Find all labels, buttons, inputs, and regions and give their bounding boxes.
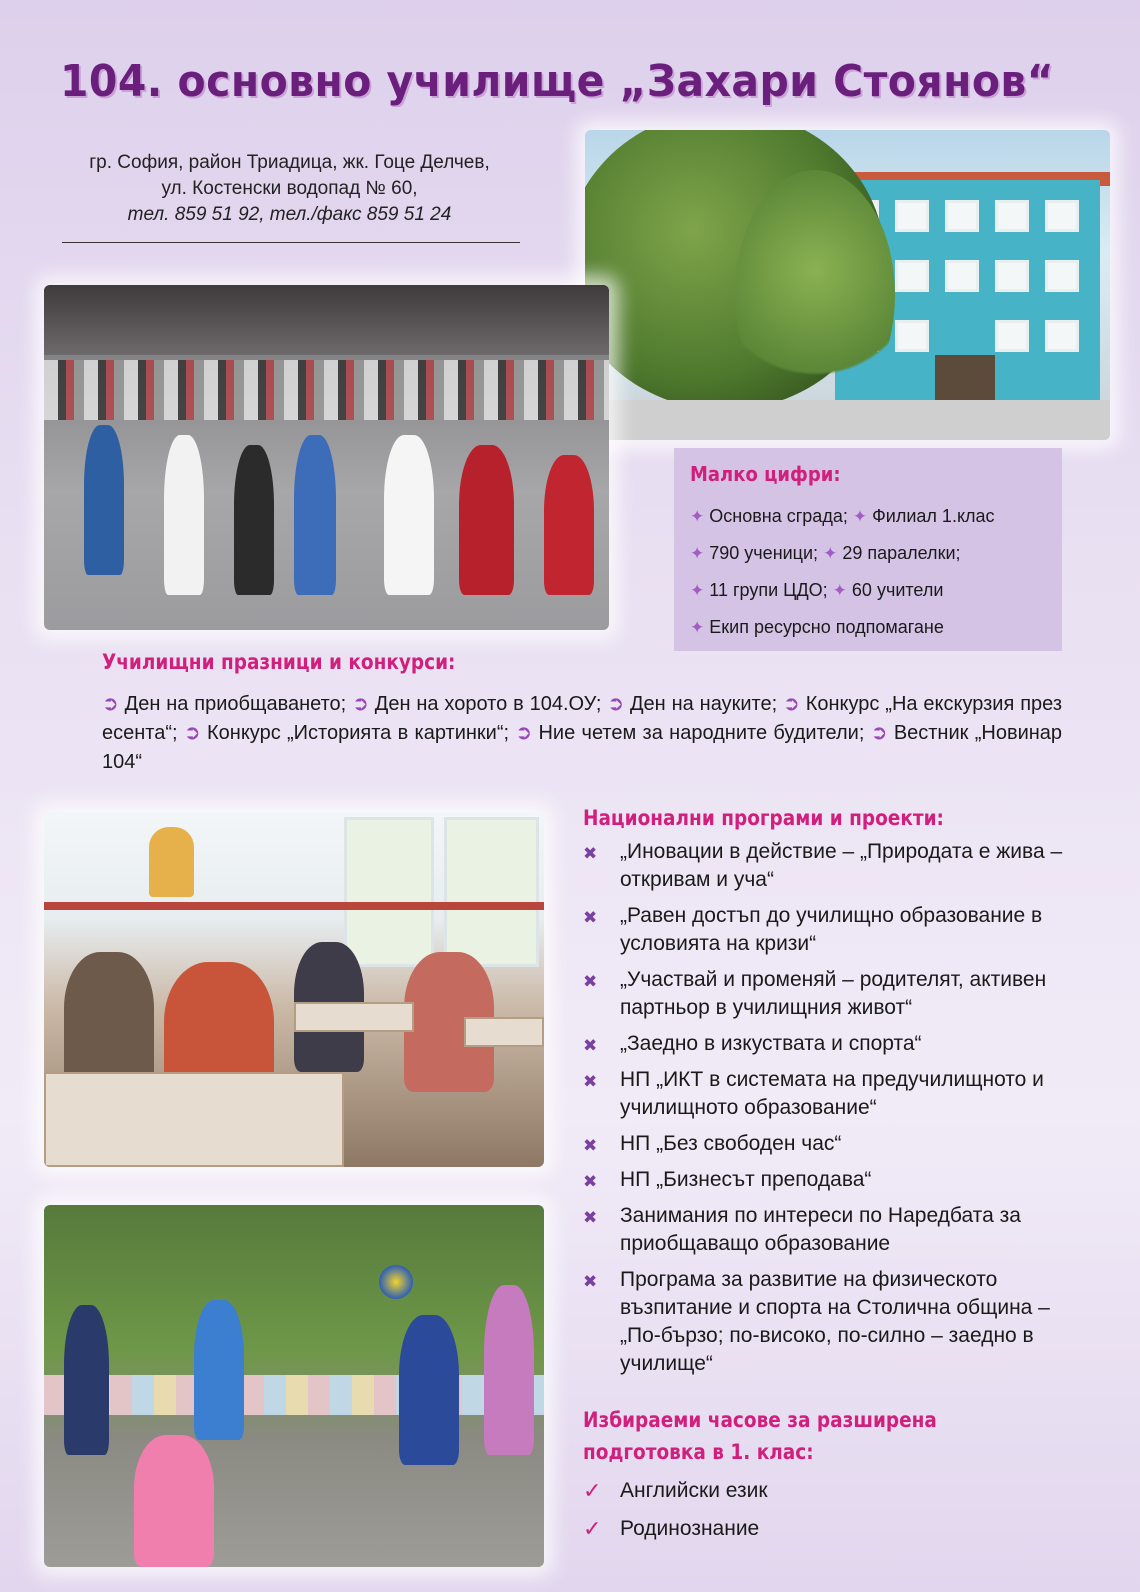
holiday-item: Ден на приобщаването;	[124, 693, 347, 715]
electives-heading-line: Избираеми часове за разширена	[583, 1408, 937, 1432]
list-item: ✖ НП „ИКТ в системата на предучилищното и училищното образование“	[583, 1068, 1044, 1119]
arrow-circle-icon: ➲	[102, 693, 119, 715]
address-line: гр. София, район Триадица, жк. Гоце Делчев,	[89, 152, 490, 173]
stat-item: 29 паралелки;	[842, 543, 961, 563]
stats-row	[690, 535, 1046, 572]
address-line: тел. 859 51 92, тел./факс 859 51 24	[127, 204, 452, 225]
arrow-circle-icon: ➲	[352, 693, 369, 715]
stat-item: Екип ресурсно подпомагане	[709, 617, 944, 637]
electives-list	[583, 1472, 768, 1548]
address-divider	[62, 242, 520, 243]
star-icon: ✦	[690, 581, 705, 600]
cross-icon: ✖	[583, 1172, 598, 1191]
classroom-photo	[44, 812, 544, 1167]
holiday-item: Вестник „Новинар 104“	[102, 722, 1063, 773]
holidays-heading: Училищни празници и конкурси:	[102, 650, 456, 674]
school-address	[62, 150, 517, 228]
page-title: 104. основно училище „Захари Стоянов“	[60, 56, 1055, 107]
cross-icon: ✖	[583, 1208, 598, 1227]
programs-heading: Национални програми и проекти:	[583, 806, 944, 830]
electives-heading-line: подготовка в 1. клас:	[583, 1440, 814, 1464]
stat-item: 790 ученици;	[709, 543, 819, 563]
stats-row	[690, 498, 1046, 535]
cross-icon: ✖	[583, 1136, 598, 1155]
check-icon: ✓	[583, 1478, 602, 1503]
star-icon: ✦	[832, 581, 847, 600]
holiday-item: Конкурс „На екскурзия през есента“;	[102, 693, 1062, 744]
cross-icon: ✖	[583, 1036, 598, 1055]
star-icon: ✦	[823, 544, 838, 563]
arrow-circle-icon: ➲	[783, 693, 800, 715]
star-icon: ✦	[852, 507, 868, 526]
cross-icon: ✖	[583, 972, 598, 991]
programs-list	[583, 838, 1083, 1386]
star-icon: ✦	[690, 544, 705, 563]
holiday-item: Ние четем за народните будители;	[538, 722, 865, 744]
check-icon: ✓	[583, 1516, 602, 1541]
stats-box	[674, 448, 1062, 651]
stats-row	[690, 609, 1046, 646]
list-item: ✖ НП „Без свободен час“	[583, 1130, 1083, 1158]
list-item: ✖ Програма за развитие на физическото възпитание и спорта на Столична община – „По-бързо; по-високо, по-силно – заедно в училище“	[583, 1268, 1050, 1375]
list-item: ✖ Занимания по интереси по Наредбата за приобщаващо образование	[583, 1204, 1021, 1255]
arrow-circle-icon: ➲	[515, 722, 533, 744]
arrow-circle-icon: ➲	[183, 722, 201, 744]
stat-item: 60 учители	[851, 580, 944, 600]
list-item: ✖ „Равен достъп до училищно образование в условията на кризи“	[583, 904, 1043, 955]
list-item: ✖ „Иновации в действие – „Природата е жива – откривам и уча“	[583, 840, 1063, 891]
stat-item: Филиал 1.клас	[872, 506, 995, 526]
cross-icon: ✖	[583, 844, 598, 863]
list-item: ✖ „Заедно в изкуствата и спорта“	[583, 1030, 1083, 1058]
list-item: ✓ Английски език	[583, 1472, 768, 1510]
arrow-circle-icon: ➲	[870, 722, 888, 744]
address-line: ул. Костенски водопад № 60,	[161, 178, 418, 199]
star-icon: ✦	[690, 618, 705, 637]
list-item: ✖ „Участвай и променяй – родителят, активен партньор в училищния живот“	[583, 968, 1047, 1019]
holidays-list	[102, 690, 1062, 777]
school-building-photo	[585, 130, 1110, 440]
holiday-item: Ден на хорото в 104.ОУ;	[374, 693, 602, 715]
list-item: ✖ НП „Бизнесът преподава“	[583, 1166, 1083, 1194]
stats-row	[690, 572, 1046, 609]
sports-photo	[44, 1205, 544, 1567]
stat-item: 11 групи ЦДО;	[709, 580, 828, 600]
cross-icon: ✖	[583, 1072, 598, 1091]
electives-heading	[583, 1404, 937, 1468]
holiday-item: Ден на науките;	[630, 693, 778, 715]
arrow-circle-icon: ➲	[607, 693, 625, 715]
cross-icon: ✖	[583, 908, 598, 927]
stat-item: Основна сграда;	[709, 506, 848, 526]
stats-heading: Малко цифри:	[690, 462, 841, 486]
list-item: ✓ Родинознание	[583, 1510, 768, 1548]
holiday-item: Конкурс „Историята в картинки“;	[207, 722, 510, 744]
horo-dance-photo	[44, 285, 609, 630]
star-icon: ✦	[690, 507, 705, 526]
cross-icon: ✖	[583, 1272, 598, 1291]
